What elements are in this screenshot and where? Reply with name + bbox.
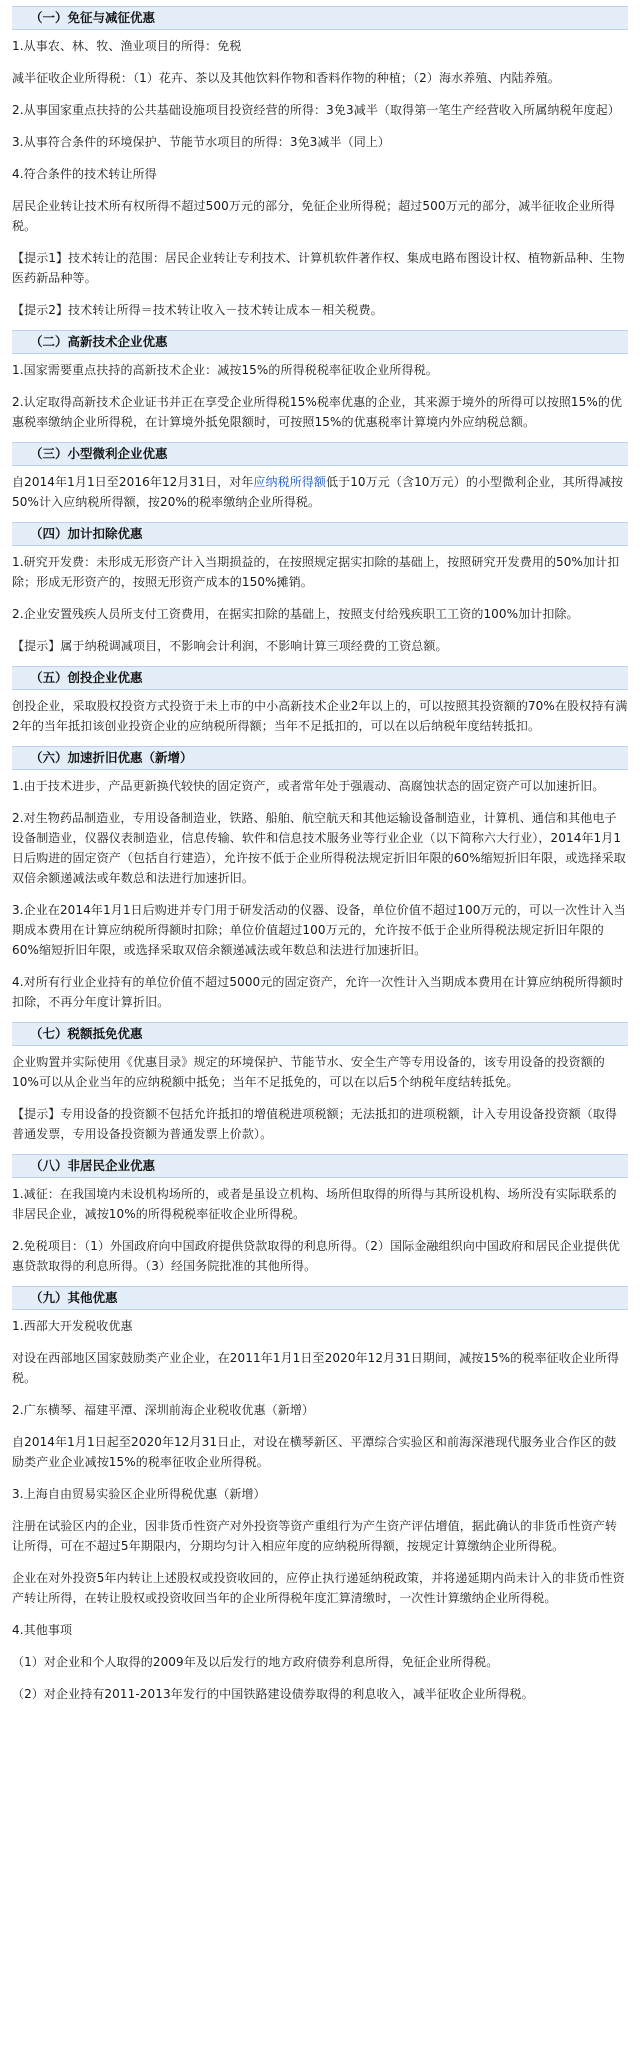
paragraph: 2.认定取得高新技术企业证书并正在享受企业所得税15%税率优惠的企业，其来源于境外的所得可以按照15%的优惠税率缴纳企业所得税，在计算境外抵免限额时，可按照15%的优惠税率计算境内外应纳税总额。 <box>12 395 623 429</box>
paragraph: 2.免税项目：（1）外国政府向中国政府提供贷款取得的利息所得。（2）国际金融组织向中国政府和居民企业提供优惠贷款取得的利息所得。（3）经国务院批准的其他所得。 <box>12 1239 621 1273</box>
paragraph: 2.对生物药品制造业，专用设备制造业，铁路、船舶、航空航天和其他运输设备制造业，计算机、通信和其他电子设备制造业，仪器仪表制造业，信息传输、软件和信息技术服务业等行业企业（以下简称六大行业），2014年1月1日后购进的固定资产（包括自行建造），允许按不低于企业所得税法规定折旧年限的60%缩短折旧年限，或选择采取双倍余额递减法或年数总和法进行加速折旧。 <box>12 811 626 885</box>
paragraph: 创投企业，采取股权投资方式投资于未上市的中小高新技术企业2年以上的，可以按照其投资额的70%在股权持有满2年的当年抵扣该创业投资企业的应纳税所得额；当年不足抵扣的，可以在以后纳税年度结转抵扣。 <box>12 699 628 733</box>
paragraph: 3.从事符合条件的环境保护、节能节水项目的所得：3免3减半（同上） <box>12 135 391 149</box>
section-heading-small-micro: （三）小型微利企业优惠 <box>12 442 628 466</box>
paragraph-text: 低于10万元（含10万元）的小型微利企业，其所得减按50%计入应纳税所得额，按20%的税率缴纳企业所得税。 <box>12 475 624 509</box>
taxable-income-link[interactable]: 应纳税所得额 <box>253 475 326 489</box>
paragraph: 4.对所有行业企业持有的单位价值不超过5000元的固定资产，允许一次性计入当期成本费用在计算应纳税所得额时扣除，不再分年度计算折旧。 <box>12 975 624 1009</box>
paragraph: 1.国家需要重点扶持的高新技术企业：减按15%的所得税税率征收企业所得税。 <box>12 363 438 377</box>
paragraph: 减半征收企业所得税：（1）花卉、茶以及其他饮料作物和香料作物的种植；（2）海水养殖、内陆养殖。 <box>12 71 560 85</box>
section-heading-high-tech: （二）高新技术企业优惠 <box>12 330 628 354</box>
paragraph: 企业在对外投资5年内转让上述股权或投资收回的，应停止执行递延纳税政策，并将递延期内尚未计入的非货币性资产转让所得，在转让股权或投资收回当年的企业所得税年度汇算清缴时，一次性计算缴纳企业所得税。 <box>12 1571 625 1605</box>
paragraph: 1.从事农、林、牧、渔业项目的所得：免税 <box>12 39 242 53</box>
paragraph: 注册在试验区内的企业，因非货币性资产对外投资等资产重组行为产生资产评估增值，据此确认的非货币性资产转让所得，可在不超过5年期限内，分期均匀计入相应年度的应纳税所得额，按规定计算缴纳企业所得税。 <box>12 1519 618 1553</box>
tip-paragraph: 【提示2】技术转让所得＝技术转让收入－技术转让成本－相关税费。 <box>12 303 383 317</box>
section-heading-accelerated-depreciation: （六）加速折旧优惠（新增） <box>12 746 628 770</box>
paragraph: 自2014年1月1日起至2020年12月31日止，对设在横琴新区、平潭综合实验区和前海深港现代服务业合作区的鼓励类产业企业减按15%的税率征收企业所得税。 <box>12 1435 617 1469</box>
tip-paragraph: 【提示】属于纳税调减项目，不影响会计利润，不影响计算三项经费的工资总额。 <box>12 639 448 653</box>
paragraph: 4.其他事项 <box>12 1623 73 1637</box>
paragraph: （1）对企业和个人取得的2009年及以后发行的地方政府债券利息所得，免征企业所得税。 <box>12 1655 499 1669</box>
paragraph: 企业购置并实际使用《优惠目录》规定的环境保护、节能节水、安全生产等专用设备的，该专用设备的投资额的10%可以从企业当年的应纳税额中抵免；当年不足抵免的，可以在以后5个纳税年度结转抵免。 <box>12 1055 605 1089</box>
paragraph: 2.企业安置残疾人员所支付工资费用，在据实扣除的基础上，按照支付给残疾职工工资的100%加计扣除。 <box>12 607 579 621</box>
paragraph: 对设在西部地区国家鼓励类产业企业，在2011年1月1日至2020年12月31日期间，减按15%的税率征收企业所得税。 <box>12 1351 620 1385</box>
paragraph: 2.广东横琴、福建平潭、深圳前海企业税收优惠（新增） <box>12 1403 315 1417</box>
section-heading-exemption: （一）免征与减征优惠 <box>12 6 628 30</box>
paragraph: 2.从事国家重点扶持的公共基础设施项目投资经营的所得：3免3减半（取得第一笔生产经营收入所属纳税年度起） <box>12 103 620 117</box>
tip-paragraph: 【提示1】技术转让的范围：居民企业转让专利技术、计算机软件著作权、集成电路布图设计权、植物新品种、生物医药新品种等。 <box>12 251 625 285</box>
paragraph-text: 自2014年1月1日至2016年12月31日，对年 <box>12 475 254 489</box>
section-heading-other: （九）其他优惠 <box>12 1286 628 1310</box>
section-heading-non-resident: （八）非居民企业优惠 <box>12 1154 628 1178</box>
paragraph: 居民企业转让技术所有权所得不超过500万元的部分，免征企业所得税；超过500万元的部分，减半征收企业所得税。 <box>12 199 616 233</box>
tip-paragraph: 【提示】专用设备的投资额不包括允许抵扣的增值税进项税额；无法抵扣的进项税额，计入专用设备投资额（取得普通发票，专用设备投资额为普通发票上价款）。 <box>12 1107 618 1141</box>
paragraph: （2）对企业持有2011-2013年发行的中国铁路建设债券取得的利息收入，减半征收企业所得税。 <box>12 1687 534 1701</box>
paragraph: 3.企业在2014年1月1日后购进并专门用于研发活动的仪器、设备，单位价值不超过100万元的，可以一次性计入当期成本费用在计算应纳税所得额时扣除；单位价值超过100万元的，允许按不低于企业所得税法规定折旧年限的60%缩短折旧年限，或选择采取双倍余额递减法或年数总和法进行加速折旧。 <box>12 903 626 957</box>
paragraph: 1.减征：在我国境内未设机构场所的，或者是虽设立机构、场所但取得的所得与其所设机构、场所没有实际联系的非居民企业，减按10%的所得税税率征收企业所得税。 <box>12 1187 617 1221</box>
paragraph: 3.上海自由贸易实验区企业所得税优惠（新增） <box>12 1487 266 1501</box>
paragraph <box>12 472 628 512</box>
section-heading-tax-credit: （七）税额抵免优惠 <box>12 1022 628 1046</box>
section-heading-venture: （五）创投企业优惠 <box>12 666 628 690</box>
paragraph: 1.研究开发费：未形成无形资产计入当期损益的，在按照规定据实扣除的基础上，按照研究开发费用的50%加计扣除；形成无形资产的，按照无形资产成本的150%摊销。 <box>12 555 620 589</box>
paragraph: 1.西部大开发税收优惠 <box>12 1319 133 1333</box>
paragraph: 1.由于技术进步，产品更新换代较快的固定资产，或者常年处于强震动、高腐蚀状态的固定资产可以加速折旧。 <box>12 779 605 793</box>
paragraph: 4.符合条件的技术转让所得 <box>12 167 157 181</box>
section-heading-additional-deduction: （四）加计扣除优惠 <box>12 522 628 546</box>
